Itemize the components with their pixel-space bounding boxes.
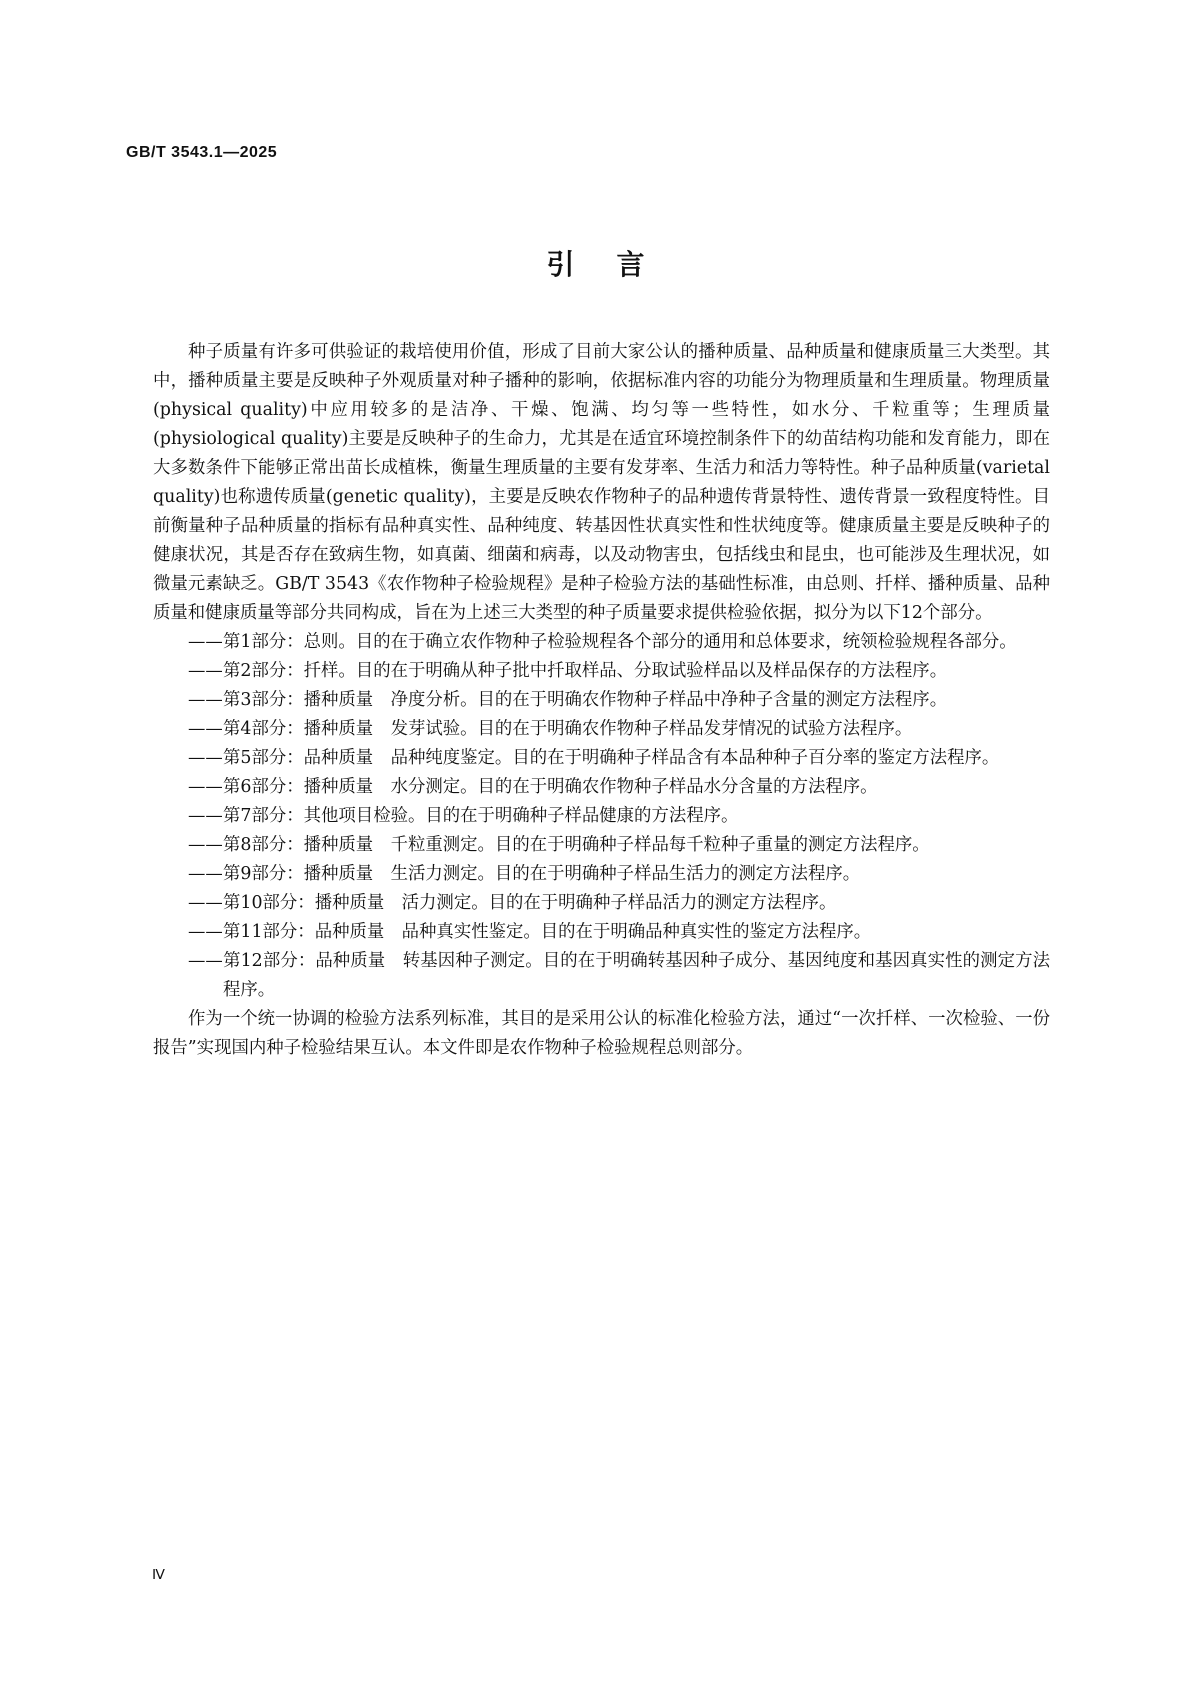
list-item bbox=[188, 715, 1050, 744]
part-7-text: 第7部分：其他项目检验。目的在于明确种子样品健康的方法程序。 bbox=[223, 806, 739, 826]
list-item bbox=[188, 831, 1050, 860]
list-item bbox=[188, 773, 1050, 802]
list-dash: —— bbox=[188, 951, 223, 971]
part-3-text: 第3部分：播种质量 净度分析。目的在于明确农作物种子样品中净种子含量的测定方法程序。 bbox=[223, 690, 948, 710]
part-1-text: 第1部分：总则。目的在于确立农作物种子检验规程各个部分的通用和总体要求，统领检验规程各部分。 bbox=[223, 632, 1017, 652]
part-4-text: 第4部分：播种质量 发芽试验。目的在于明确农作物种子样品发芽情况的试验方法程序。 bbox=[223, 719, 913, 739]
part-12-text: 第12部分：品种质量 转基因种子测定。目的在于明确转基因种子成分、基因纯度和基因真实性的测定方法程序。 bbox=[223, 951, 1050, 1000]
list-dash: —— bbox=[188, 922, 223, 942]
list-item bbox=[188, 686, 1050, 715]
list-item bbox=[188, 947, 1050, 1005]
part-6-text: 第6部分：播种质量 水分测定。目的在于明确农作物种子样品水分含量的方法程序。 bbox=[223, 777, 878, 797]
part-5-text: 第5部分：品种质量 品种纯度鉴定。目的在于明确种子样品含有本品种种子百分率的鉴定方法程序。 bbox=[223, 748, 1000, 768]
list-item bbox=[188, 918, 1050, 947]
list-item bbox=[188, 860, 1050, 889]
list-item bbox=[188, 744, 1050, 773]
standard-code: GB/T 3543.1—2025 bbox=[126, 144, 278, 161]
list-dash: —— bbox=[188, 632, 223, 652]
list-item bbox=[188, 657, 1050, 686]
list-dash: —— bbox=[188, 835, 223, 855]
document-body bbox=[153, 338, 1050, 1063]
list-item bbox=[188, 889, 1050, 918]
list-dash: —— bbox=[188, 864, 223, 884]
list-dash: —— bbox=[188, 806, 223, 826]
part-9-text: 第9部分：播种质量 生活力测定。目的在于明确种子样品生活力的测定方法程序。 bbox=[223, 864, 861, 884]
part-11-text: 第11部分：品种质量 品种真实性鉴定。目的在于明确品种真实性的鉴定方法程序。 bbox=[223, 922, 872, 942]
list-dash: —— bbox=[188, 777, 223, 797]
part-2-text: 第2部分：扦样。目的在于明确从种子批中扦取样品、分取试验样品以及样品保存的方法程序。 bbox=[223, 661, 948, 681]
list-dash: —— bbox=[188, 690, 223, 710]
parts-list bbox=[153, 628, 1050, 1005]
list-dash: —— bbox=[188, 893, 223, 913]
page-number: Ⅳ bbox=[152, 1568, 165, 1583]
list-dash: —— bbox=[188, 661, 223, 681]
list-item bbox=[188, 628, 1050, 657]
list-item bbox=[188, 802, 1050, 831]
list-dash: —— bbox=[188, 748, 223, 768]
page-title: 引言 bbox=[546, 248, 687, 281]
intro-paragraph: 种子质量有许多可供验证的栽培使用价值，形成了目前大家公认的播种质量、品种质量和健康质量三大类型。其中，播种质量主要是反映种子外观质量对种子播种的影响，依据标准内容的功能分为物理质量和生理质量。物理质量(physical quality)中应用较多的是洁净、干燥、饱满、均匀等一些特性，如水分、千粒重等；生理质量(physiological quality)主要是反映种子的生命力，尤其是在适宜环境控制条件下的幼苗结构功能和发育能力，即在大多数条件下能够正常出苗长成植株，衡量生理质量的主要有发芽率、生活力和活力等特性。种子品种质量(varietal quality)也称遗传质量(genetic quality)，主要是反映农作物种子的品种遗传背景特性、遗传背景一致程度特性。目前衡量种子品种质量的指标有品种真实性、品种纯度、转基因性状真实性和性状纯度等。健康质量主要是反映种子的健康状况，其是否存在致病生物，如真菌、细菌和病毒，以及动物害虫，包括线虫和昆虫，也可能涉及生理状况，如微量元素缺乏。GB/T 3543《农作物种子检验规程》是种子检验方法的基础性标准，由总则、扦样、播种质量、品种质量和健康质量等部分共同构成，旨在为上述三大类型的种子质量要求提供检验依据，拟分为以下12个部分。 bbox=[153, 342, 1050, 623]
closing-paragraph: 作为一个统一协调的检验方法系列标准，其目的是采用公认的标准化检验方法，通过“一次扦样、一次检验、一份报告”实现国内种子检验结果互认。本文件即是农作物种子检验规程总则部分。 bbox=[153, 1009, 1050, 1058]
part-8-text: 第8部分：播种质量 千粒重测定。目的在于明确种子样品每千粒种子重量的测定方法程序。 bbox=[223, 835, 930, 855]
part-10-text: 第10部分：播种质量 活力测定。目的在于明确种子样品活力的测定方法程序。 bbox=[223, 893, 837, 913]
list-dash: —— bbox=[188, 719, 223, 739]
